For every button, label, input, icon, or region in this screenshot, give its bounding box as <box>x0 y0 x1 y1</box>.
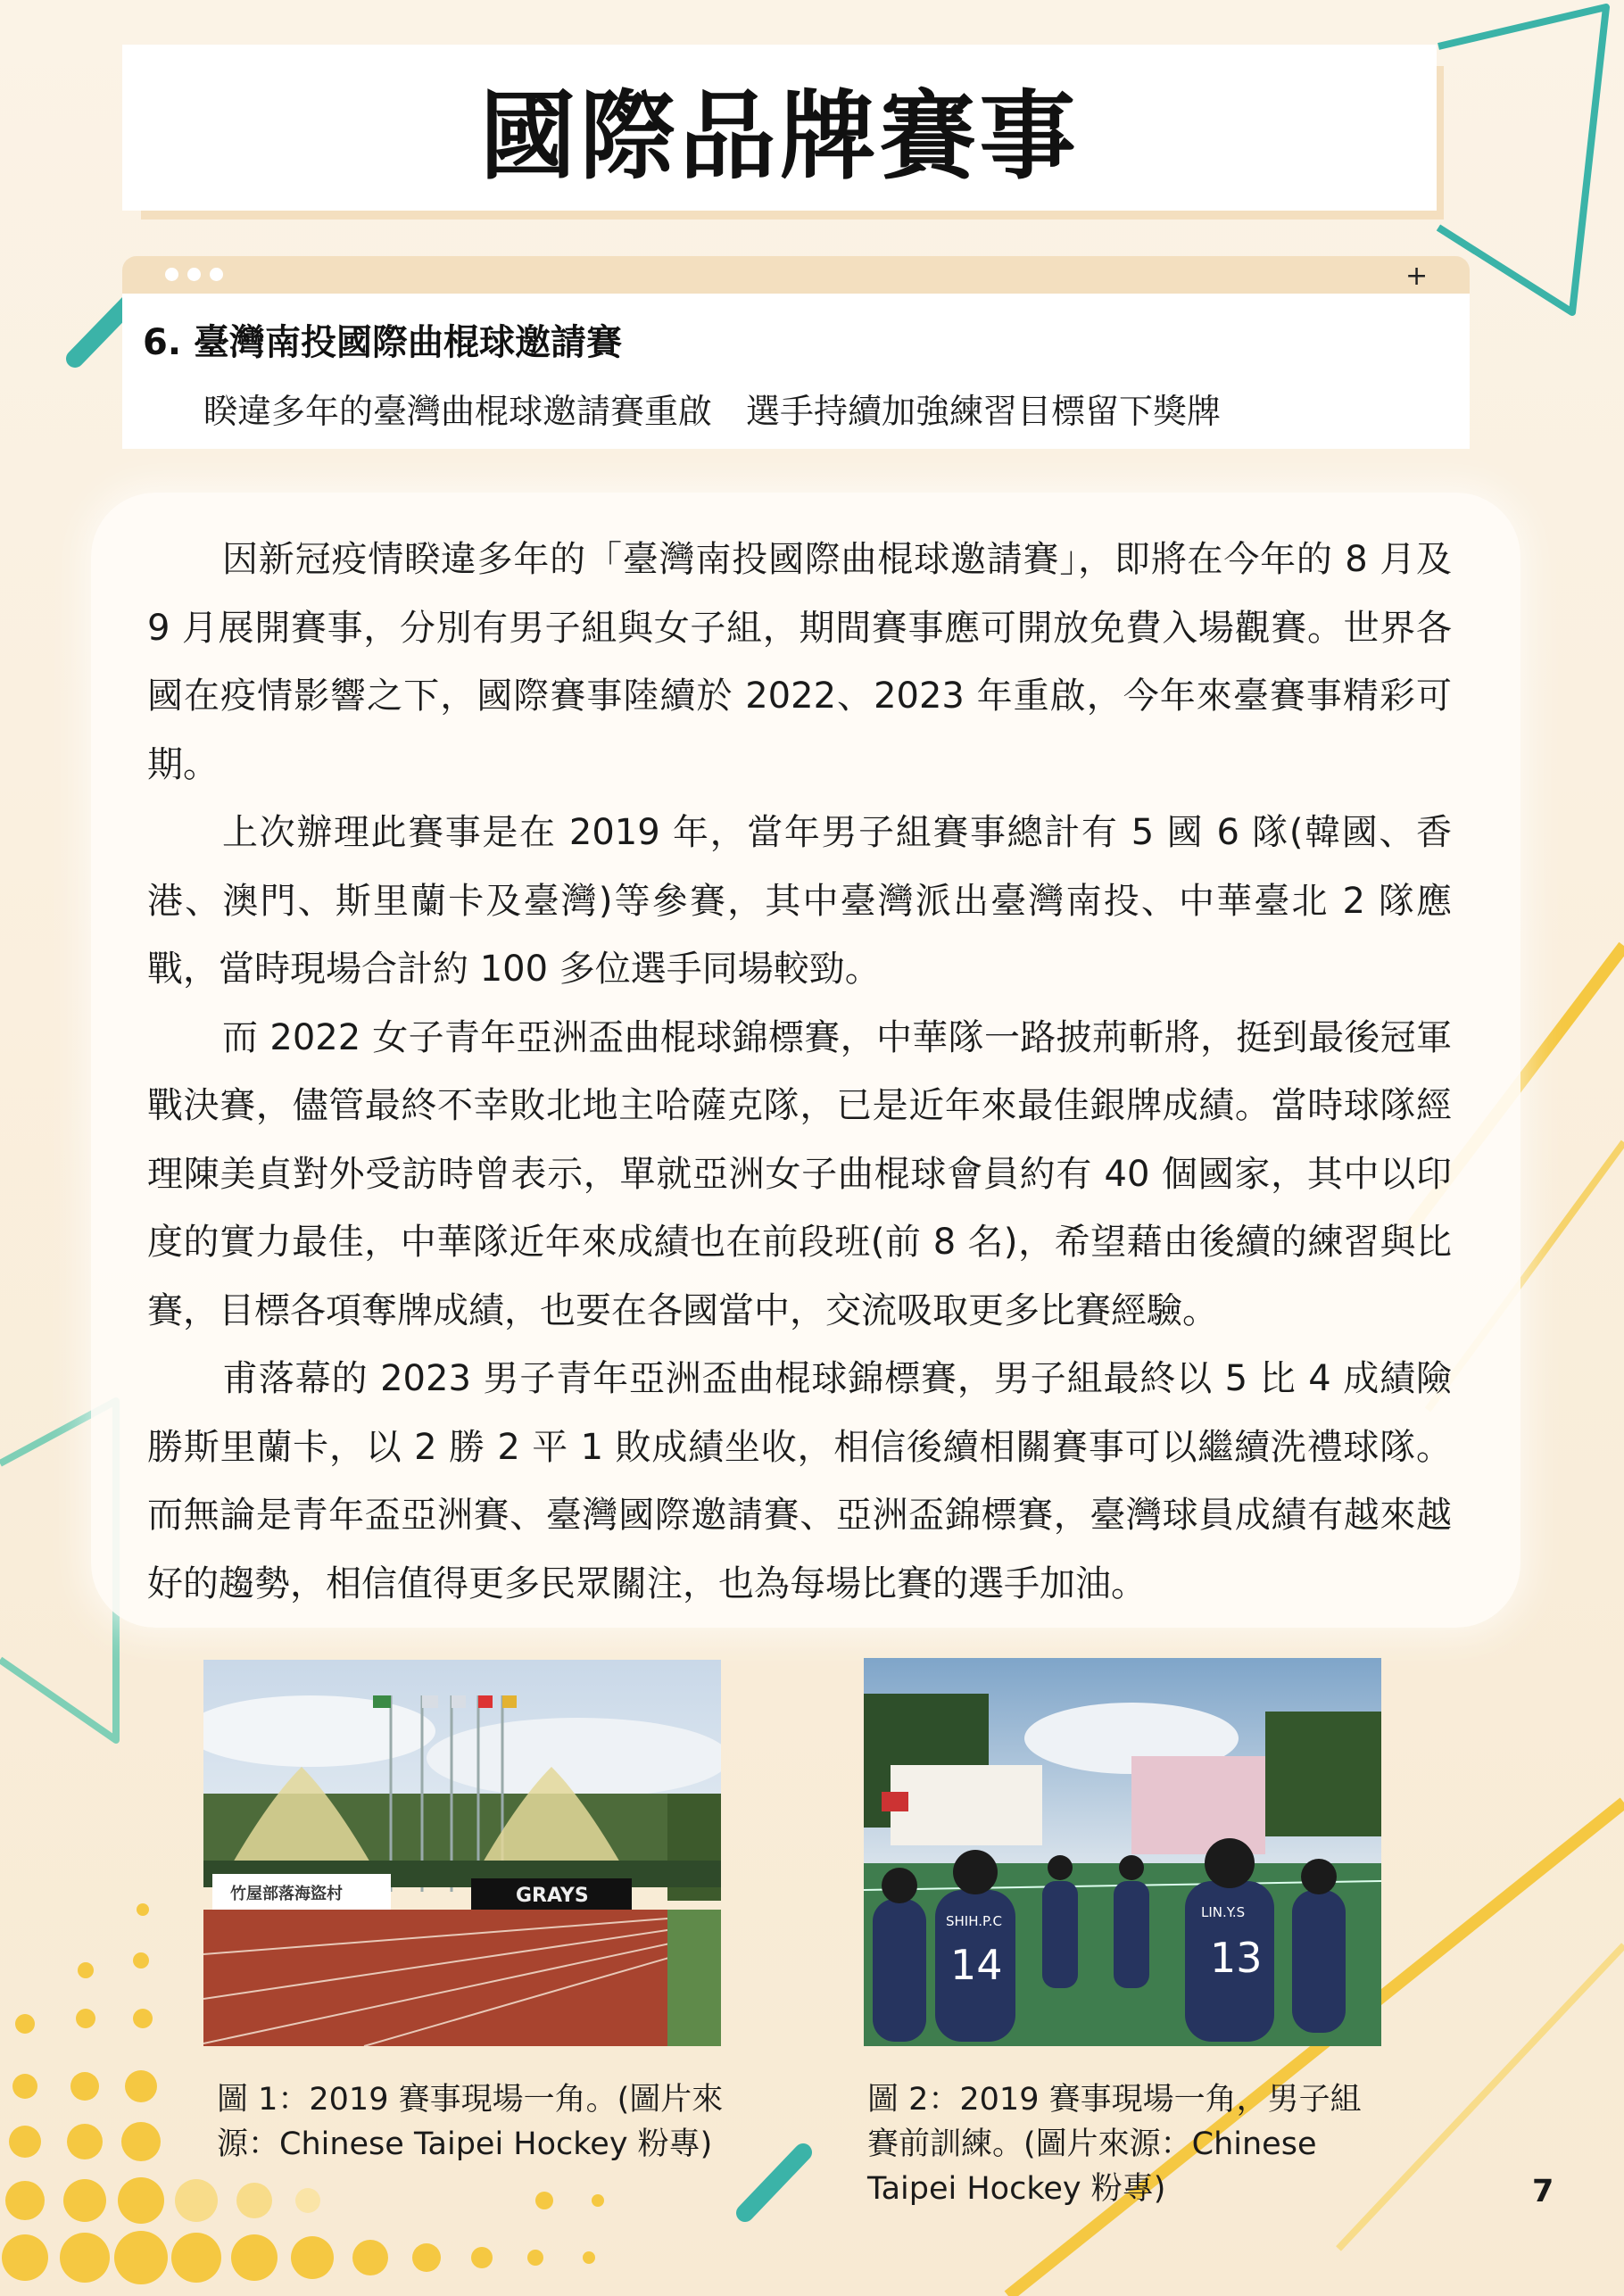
jersey-number-left: 14 <box>950 1941 1003 1989</box>
paragraph: 因新冠疫情睽違多年的「臺灣南投國際曲棍球邀請賽」，即將在今年的 8 月及 9 月展開賽事，分別有男子組與女子組，期間賽事應可開放免費入場觀賽。世界各國在疫情影響之下，國際賽事陸續於 2022、2023 年重啟，今年來臺賽事精彩可期。 <box>147 539 1452 785</box>
window-dots <box>165 268 223 281</box>
page-number: 7 <box>1532 2174 1554 2209</box>
figure-2-photo <box>864 1658 1381 2046</box>
paragraph: 上次辦理此賽事是在 2019 年，當年男子組賽事總計有 5 國 6 隊(韓國、香港、澳門、斯里蘭卡及臺灣)等參賽，其中臺灣派出臺灣南投、中華臺北 2 隊應戰，當時現場合計約 100 多位選手同場較勁。 <box>147 812 1452 990</box>
teal-dash-bottom <box>745 2152 803 2213</box>
caption-line: 圖 1：2019 賽事現場一角。(圖片來 <box>217 2082 724 2118</box>
article-body <box>147 526 1452 1618</box>
jersey-number-right: 13 <box>1210 1934 1263 1982</box>
caption-line: Taipei Hockey 粉專) <box>867 2171 1166 2207</box>
figure-2-caption <box>867 2077 1403 2211</box>
section-header-bar <box>122 256 1470 294</box>
sponsor-text: GRAYS <box>516 1885 589 1907</box>
page-title: 國際品牌賽事 <box>479 80 1080 193</box>
figure-1-photo <box>203 1660 721 2046</box>
caption-line: 源：Chinese Taipei Hockey 粉專) <box>217 2126 713 2162</box>
dot <box>187 268 201 281</box>
section-subtitle: 睽違多年的臺灣曲棍球邀請賽重啟 選手持續加強練習目標留下獎牌 <box>203 392 1222 431</box>
plus-icon: + <box>1405 261 1429 292</box>
caption-line: 賽前訓練。(圖片來源：Chinese <box>867 2126 1317 2162</box>
jersey-name-left: SHIH.P.C <box>946 1913 1002 1929</box>
dot <box>210 268 223 281</box>
figure-1-caption <box>217 2077 752 2167</box>
section-heading: 6. 臺灣南投國際曲棍球邀請賽 <box>143 322 622 363</box>
jersey-name-right: LIN.Y.S <box>1201 1904 1246 1920</box>
paragraph: 而 2022 女子青年亞洲盃曲棍球錦標賽，中華隊一路披荊斬將，挺到最後冠軍戰決賽，儘管最終不幸敗北地主哈薩克隊，已是近年來最佳銀牌成績。當時球隊經理陳美貞對外受訪時曾表示，單就亞洲女子曲棍球會員約有 40 個國家，其中以印度的實力最佳，中華隊近年來成績也在前段班(前 8 名)，希望藉由後續的練習與比賽，目標各項奪牌成績，也要在各國當中，交流吸取更多比賽經驗。 <box>147 1016 1452 1331</box>
title-box <box>122 45 1437 211</box>
dot <box>165 268 178 281</box>
paragraph: 甫落幕的 2023 男子青年亞洲盃曲棍球錦標賽，男子組最終以 5 比 4 成績險勝斯里蘭卡，以 2 勝 2 平 1 敗成績坐收，相信後續相關賽事可以繼續洗禮球隊。而無論是青年盃亞洲賽、臺灣國際邀請賽、亞洲盃錦標賽，臺灣球員成績有越來越好的趨勢，相信值得更多民眾關注，也為每場比賽的選手加油。 <box>147 1358 1452 1604</box>
banner-text: 竹屋部落海盜村 <box>230 1885 343 1903</box>
caption-line: 圖 2：2019 賽事現場一角，男子組 <box>867 2082 1362 2118</box>
